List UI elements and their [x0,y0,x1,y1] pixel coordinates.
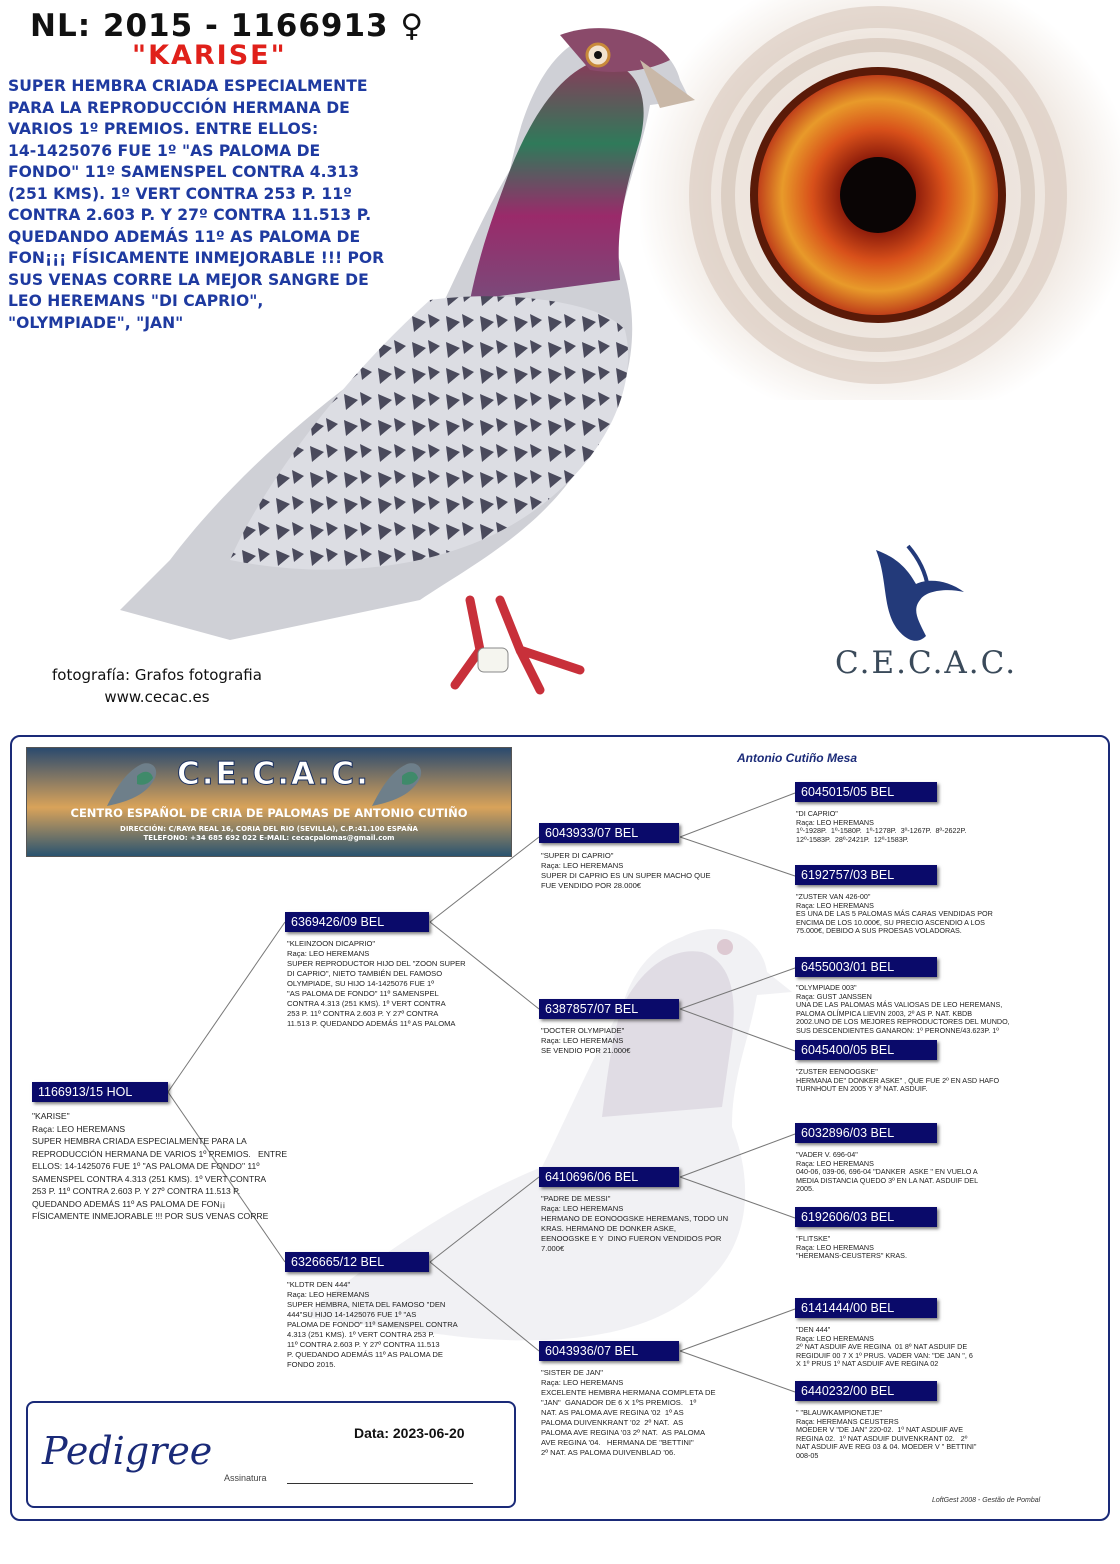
info-line: X 1º PRUS 1º NAT ASDUIF AVE REGINA 02 [796,1359,939,1368]
info-line: Raça: HEREMANS CEUSTERS [796,1416,899,1426]
description-line: "OLYMPIADE", "JAN" [8,313,184,332]
info-line: 11.513 P. QUEDANDO ADEMÁS 11º AS PALOMA [287,1019,456,1028]
info-line: NAT. AS PALOMA AVE REGINA '02 1º AS [541,1408,684,1417]
cecac-logo-text: C.E.C.A.C. [835,645,1018,681]
pedigree-node-sire-sire[interactable]: 6043933/07 BEL [539,823,679,843]
pedigree-label: Pedigree [42,1429,213,1473]
info-line: "JAN" GANADOR DE 6 X 1ºS PREMIOS. 1º [541,1398,697,1407]
info-line: Raça: LEO HEREMANS [796,1242,874,1252]
info-line: KRAS. HERMANO DE DONKER ASKE, [541,1224,677,1233]
info-line: FÍSICAMENTE INMEJORABLE !!! POR SUS VENAS CORRE [32,1211,269,1221]
pedigree-node-dam-dam[interactable]: 6043936/07 BEL [539,1341,679,1361]
ring-number: NL: 2015 - 1166913 ♀ [30,8,425,44]
banner-address-block [27,825,511,843]
info-line: SUPER HEMBRA, NIETA DEL FAMOSO "DEN [287,1300,446,1309]
description-line: PARA LA REPRODUCCIÓN HERMANA DE [8,98,350,117]
info-line: SUPER REPRODUCTOR HIJO DEL "ZOON SUPER [287,959,466,968]
info-line: "FLITSKE" [796,1234,831,1243]
software-credit: LoftGest 2008 - Gestão de Pombal [932,1497,1041,1504]
description-line: VARIOS 1º PREMIOS. ENTRE ELLOS: [8,120,319,138]
info-line: "PADRE DE MESSI" [541,1194,611,1203]
info-line: SUPER DI CAPRIO ES UN SUPER MACHO QUE [541,871,711,880]
info-line: Raça: LEO HEREMANS [32,1123,126,1134]
info-line: PALOMA AVE REGINA '03 2º NAT. AS PALOMA [541,1428,706,1437]
description-line: LEO HEREMANS "DI CAPRIO", [8,292,264,310]
description-line: 14-1425076 FUE 1º "AS PALOMA DE [8,141,321,160]
info-line: 11º CONTRA 2.603 P. Y 27º CONTRA 11.513 [287,1340,440,1349]
pedigree-node-ssd[interactable]: 6192757/03 BEL [795,865,937,885]
description-line: QUEDANDO ADEMÁS 11º AS PALOMA DE [8,227,361,246]
info-line: 008-05 [796,1450,819,1460]
info-line: SE VENDIO POR 21.000€ [541,1046,631,1055]
info-line: "ZUSTER VAN 426-00" [796,892,871,901]
info-line: TURNHOUT EN 2005 Y 3º NAT. ASDUIF. [796,1084,928,1093]
info-line: DI CAPRIO", NIETO TAMBIÉN DEL FAMOSO [287,969,443,978]
dam-sire-info [541,1194,781,1254]
description-line: FON¡¡¡ FÍSICAMENTE INMEJORABLE !!! POR [8,249,385,267]
info-line: Raça: LEO HEREMANS [796,1333,874,1343]
info-line: 2002.UNO DE LOS MEJORES REPRODUCTORES DEL MUNDO, [796,1017,1010,1026]
info-line: SUS DESCENDIENTES GANARON: 1º PERONNE/43.623P. 1º [796,1025,999,1035]
info-line: UNA DE LAS PALOMAS MÁS VALIOSAS DE LEO HEREMANS, [796,1000,1003,1009]
pedigree-node-sire[interactable]: 6369426/09 BEL [285,912,429,932]
info-line: REPRODUCCIÓN HERMANA DE VARIOS 1º PREMIOS. ENTRE [32,1148,288,1159]
photo-credit-text: fotografía: Grafos fotografia [52,666,262,684]
description-line: FONDO" 11º SAMENSPEL CONTRA 4.313 [8,163,360,181]
info-line: AVE REGINA '04. HERMANA DE "BETTINI" [541,1438,694,1447]
description-line: SUS VENAS CORRE LA MEJOR SANGRE DE [8,270,369,289]
info-line: 2º NAT ASDUIF AVE REGINA 01 8º NAT ASDUIF DE [796,1342,968,1351]
dam-info [287,1280,527,1370]
banner-contact: TELEFONO: +34 685 692 022 E-MAIL: cecacpalomas@gmail.com [143,834,395,842]
description-line: (251 KMS). 1º VERT CONTRA 253 P. 11º [8,184,352,203]
info-line: 253 P. 11º CONTRA 2.603 P. Y 27º CONTRA [287,1009,439,1018]
pedigree-footer-box [26,1401,516,1508]
info-line: "VADER V. 696-04" [796,1150,858,1159]
pedigree-node-sds[interactable]: 6455003/01 BEL [795,957,937,977]
flying-pigeon-logo-icon [868,540,978,650]
info-line: "SUPER DI CAPRIO" [541,851,614,860]
info-line: 1º-1928P. 1º-1580P. 1º-1278P. 3º-1267P. 8º-2622P. [796,826,967,835]
sire-dam-info [541,1026,781,1056]
info-line: "DOCTER OLYMPIADE" [541,1026,625,1035]
info-line: 4.313 (251 KMS). 1º VERT CONTRA 253 P. [287,1330,435,1339]
pedigree-node-sss[interactable]: 6045015/05 BEL [795,782,937,802]
pedigree-node-dam-sire[interactable]: 6410696/06 BEL [539,1167,679,1187]
banner-address: DIRECCIÓN: C/RAYA REAL 16, CORIA DEL RIO (SEVILLA), C.P.:41.100 ESPAÑA [120,825,418,833]
owner-name: Antonio Cutiño Mesa [737,751,857,765]
pedigree-node-dsd[interactable]: 6192606/03 BEL [795,1207,937,1227]
sire-sire-info [541,851,781,891]
banner-subtitle: CENTRO ESPAÑOL DE CRIA DE PALOMAS DE ANTONIO CUTIÑO [70,806,468,820]
info-line: REGIDUIF 00 7 X 1º PRUS. VADER VAN: "DE JAN ", 6 [796,1350,973,1360]
pedigree-node-subject[interactable]: 1166913/15 HOL [32,1082,168,1102]
info-line: Raça: LEO HEREMANS [541,1036,624,1045]
info-line: Raça: LEO HEREMANS [541,1378,624,1387]
info-line: MOEDER V "DE JAN" 220-02. 1º NAT ASDUIF AVE [796,1425,964,1434]
bird-presentation [0,0,1120,730]
info-line: FUE VENDIDO POR 28.000€ [541,881,642,890]
info-line: Raça: LEO HEREMANS [796,1158,874,1168]
info-line: Raça: LEO HEREMANS [541,1204,624,1213]
banner-title: C.E.C.A.C. [177,756,370,792]
info-line: PALOMA OLÍMPICA LIEVIN 2003, 2º AS P. NAT. KBDB [796,1008,972,1018]
dsd-info [796,1235,1056,1261]
info-line: "KLEINZOON DICAPRIO" [287,939,376,948]
subject-info [32,1110,342,1223]
info-line: 040-06, 039-06, 696-04 "DANKER ASKE " EN VUELO A [796,1167,978,1176]
date-label: Data: 2023-06-20 [354,1425,465,1441]
pedigree-node-dss[interactable]: 6032896/03 BEL [795,1123,937,1143]
banner-pigeon-left-icon [97,756,167,808]
info-line: 12º-1583P. 28º-2421P. 12º-1583P. [796,834,909,844]
info-line: 444"SU HIJO 14-1425076 FUE 1º "AS [287,1310,417,1319]
sds-info [796,984,1056,1035]
info-line: "DI CAPRIO" [796,809,838,818]
signature-label: Assinatura [224,1473,267,1483]
info-line: QUEDANDO ADEMÁS 11º AS PALOMA DE FON¡¡ [32,1198,226,1209]
info-line: "KARISE" [32,1111,70,1121]
info-line: Raça: LEO HEREMANS [796,900,874,910]
info-line: 7.000€ [541,1244,565,1253]
pedigree-node-dam[interactable]: 6326665/12 BEL [285,1252,429,1272]
info-line: CONTRA 4.313 (251 KMS). 1º VERT CONTRA [287,999,446,1008]
info-line: MEDIA DISTANCIA QUEDO 3º EN LA NAT. ASDUIF DEL [796,1175,979,1185]
info-line: PALOMA DUIVENKRANT '02 2º NAT. AS [541,1418,684,1427]
info-line: "DEN 444" [796,1325,831,1334]
info-line: SUPER HEMBRA CRIADA ESPECIALMENTE PARA LA [32,1136,247,1146]
pedigree-card [10,735,1110,1521]
info-line: HERMANO DE EONOOGSKE HEREMANS, TODO UN [541,1214,729,1223]
info-line: REGINA 02. 1º NAT ASDUIF DUIVENKRANT 02. 2º [796,1433,968,1443]
info-line: PALOMA DE FONDO" 11º SAMENSPEL CONTRA [287,1320,458,1329]
dss-info [796,1151,1056,1194]
bird-name: "KARISE" [132,40,287,71]
pedigree-node-ddd[interactable]: 6440232/00 BEL [795,1381,937,1401]
info-line: NAT ASDUIF AVE REG 03 & 04. MOEDER V " BETTINI" [796,1442,977,1451]
pedigree-node-sire-dam[interactable]: 6387857/07 BEL [539,999,679,1019]
info-line: ES UNA DE LAS 5 PALOMAS MÁS CARAS VENDIDAS POR [796,909,993,918]
dds-info [796,1326,1056,1369]
info-line: Raça: LEO HEREMANS [287,1290,370,1299]
info-line: Raça: GUST JANSSEN [796,991,872,1001]
info-line: 253 P. 11º CONTRA 2.603 P. Y 27º CONTRA 11.513 P. [32,1186,241,1196]
sire-info [287,939,527,1029]
description-line: CONTRA 2.603 P. Y 27º CONTRA 11.513 P. [8,206,372,224]
website-link[interactable]: www.cecac.es [104,688,210,706]
info-line: Raça: LEO HEREMANS [287,949,370,958]
info-line: "ZUSTER EENOOGSKE" [796,1067,878,1076]
info-line: FONDO 2015. [287,1360,336,1369]
info-line: 75.000€, DEBIDO A SUS PROESAS VOLADORAS. [796,926,962,935]
sdd-info [796,1068,1056,1094]
info-line: " "BLAUWKAMPIONETJE" [796,1408,882,1417]
info-line: Raça: LEO HEREMANS [796,817,874,827]
info-line: "OLYMPIADE 003" [796,983,857,992]
dam-dam-info [541,1368,781,1458]
info-line: 2005. [796,1184,814,1193]
info-line: "HEREMANS-CEUSTERS" KRAS. [796,1251,907,1260]
ddd-info [796,1409,1056,1460]
info-line: "AS PALOMA DE FONDO" 11º SAMENSPEL [287,989,439,998]
info-line: "KLDTR DEN 444" [287,1280,351,1289]
info-line: Raça: LEO HEREMANS [541,861,624,870]
bird-description [8,76,453,334]
info-line: SAMENSPEL CONTRA 4.313 (251 KMS). 1º VERT CONTRA [32,1173,267,1184]
info-line: "SISTER DE JAN" [541,1368,603,1377]
info-line: OLYMPIADE, SU HIJO 14-1425076 FUE 1º [287,979,434,988]
info-line: P. QUEDANDO ADEMÁS 11º AS PALOMA DE [287,1350,443,1359]
photo-credit [52,664,262,708]
cecac-banner [26,747,512,857]
info-line: HERMANA DE" DONKER ASKE" , QUE FUE 2º EN ASD HAFO [796,1075,1000,1085]
sss-info [796,810,1056,844]
pedigree-node-sdd[interactable]: 6045400/05 BEL [795,1040,937,1060]
ssd-info [796,893,1056,936]
info-line: EXCELENTE HEMBRA HERMANA COMPLETA DE [541,1388,716,1397]
info-line: ELLOS: 14-1425076 FUE 1º "AS PALOMA DE FONDO" 11º [32,1161,260,1171]
description-line: SUPER HEMBRA CRIADA ESPECIALMENTE [8,77,368,95]
signature-line [287,1483,473,1484]
info-line: 2º NAT. AS PALOMA DUIVENBLAD '06. [541,1448,676,1457]
info-line: ENCIMA DE LOS 10.000€, SU PRECIO ASCENDIO A LOS [796,917,985,927]
pedigree-node-dds[interactable]: 6141444/00 BEL [795,1298,937,1318]
banner-pigeon-right-icon [362,756,432,808]
info-line: EENOOGSKE E Y DINO FUERON VENDIDOS POR [541,1234,722,1243]
